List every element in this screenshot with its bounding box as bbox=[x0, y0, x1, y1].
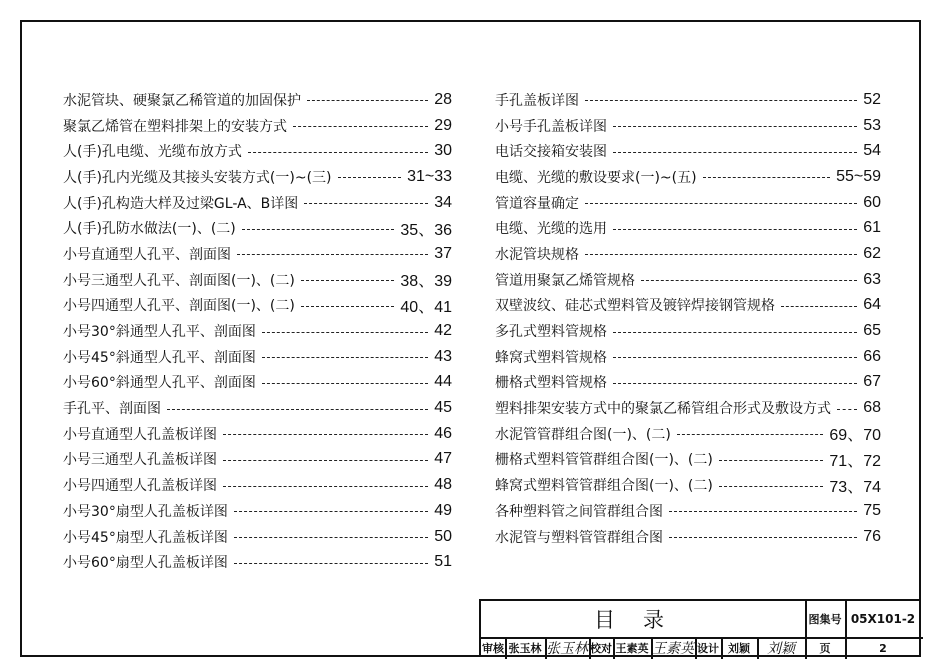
toc-entry bbox=[495, 215, 881, 241]
toc-entry bbox=[63, 344, 452, 370]
toc-entry-title: 小号直通型人孔平、剖面图 bbox=[63, 246, 231, 263]
checker-signature: 王素英 bbox=[652, 641, 694, 657]
toc-entry bbox=[495, 318, 881, 344]
toc-entry bbox=[63, 395, 452, 421]
toc-entry bbox=[63, 267, 452, 293]
toc-leader-dashes bbox=[585, 100, 857, 101]
toc-entry-title: 小号手孔盖板详图 bbox=[495, 118, 607, 135]
toc-entry-page: 40、41 bbox=[400, 298, 452, 316]
toc-entry-title: 小号45°扇型人孔盖板详图 bbox=[63, 529, 228, 546]
toc-entry bbox=[495, 472, 881, 498]
toc-leader-dashes bbox=[237, 254, 428, 255]
toc-entry-page: 54 bbox=[863, 142, 881, 160]
toc-entry bbox=[495, 190, 881, 216]
toc-entry-title: 管道容量确定 bbox=[495, 195, 579, 212]
toc-leader-dashes bbox=[613, 332, 857, 333]
reviewer-signature: 张玉林 bbox=[546, 641, 588, 657]
toc-leader-dashes bbox=[234, 537, 428, 538]
toc-entry-title: 栅格式塑料管管群组合图(一)、(二) bbox=[495, 452, 713, 469]
toc-entry bbox=[63, 318, 452, 344]
toc-entry bbox=[63, 293, 452, 319]
toc-entry-page: 49 bbox=[434, 501, 452, 519]
toc-entry-page: 55~59 bbox=[836, 167, 881, 185]
toc-entry-page: 69、70 bbox=[829, 427, 881, 445]
toc-entry-title: 小号三通型人孔平、剖面图(一)、(二) bbox=[63, 272, 295, 289]
toc-entry-title: 人(手)孔构造大样及过梁GL-A、B详图 bbox=[63, 195, 299, 212]
toc-entry-title: 电话交接箱安装图 bbox=[495, 144, 607, 161]
toc-entry-page: 51 bbox=[434, 553, 452, 571]
toc-leader-dashes bbox=[167, 409, 428, 410]
toc-entry-page: 34 bbox=[434, 193, 452, 211]
toc-entry bbox=[495, 113, 881, 139]
toc-entry bbox=[495, 293, 881, 319]
toc-entry-page: 29 bbox=[434, 116, 452, 134]
toc-leader-dashes bbox=[669, 537, 857, 538]
toc-leader-dashes bbox=[234, 511, 428, 512]
toc-entry-page: 38、39 bbox=[400, 273, 452, 291]
toc-entry-page: 63 bbox=[863, 270, 881, 288]
toc-leader-dashes bbox=[223, 486, 428, 487]
toc-entry-page: 65 bbox=[863, 322, 881, 340]
toc-leader-dashes bbox=[338, 177, 402, 178]
toc-entry-title: 手孔盖板详图 bbox=[495, 92, 579, 109]
designer-name: 刘颖 bbox=[728, 642, 750, 655]
atlas-number: 05X101-2 bbox=[850, 612, 916, 626]
toc-entry-title: 小号直通型人孔盖板详图 bbox=[63, 426, 217, 443]
toc-entry-title: 电缆、光缆的选用 bbox=[495, 221, 607, 238]
toc-entry-page: 47 bbox=[434, 450, 452, 468]
toc-leader-dashes bbox=[304, 203, 428, 204]
toc-leader-dashes bbox=[262, 357, 428, 358]
toc-entry bbox=[495, 370, 881, 396]
toc-entry-title: 小号三通型人孔盖板详图 bbox=[63, 452, 217, 469]
toc-leader-dashes bbox=[677, 434, 824, 435]
toc-entry-title: 塑料排架安装方式中的聚氯乙稀管组合形式及敷设方式 bbox=[495, 401, 831, 418]
toc-leader-dashes bbox=[248, 152, 428, 153]
toc-entry-title: 电缆、光缆的敷设要求(一)~(五) bbox=[495, 169, 697, 186]
toc-entry-title: 手孔平、剖面图 bbox=[63, 401, 161, 418]
toc-entry-page: 73、74 bbox=[829, 478, 881, 496]
toc-leader-dashes bbox=[641, 280, 857, 281]
check-label: 校对 bbox=[590, 642, 612, 655]
toc-entry-title: 小号四通型人孔平、剖面图(一)、(二) bbox=[63, 298, 295, 315]
toc-entry-title: 水泥管块、硬聚氯乙稀管道的加固保护 bbox=[63, 92, 301, 109]
toc-entry-page: 76 bbox=[863, 527, 881, 545]
toc-leader-dashes bbox=[613, 229, 857, 230]
toc-entry-title: 管道用聚氯乙烯管规格 bbox=[495, 272, 635, 289]
toc-entry bbox=[63, 421, 452, 447]
toc-entry-title: 小号45°斜通型人孔平、剖面图 bbox=[63, 349, 256, 366]
toc-entry bbox=[63, 370, 452, 396]
toc-leader-dashes bbox=[223, 434, 428, 435]
toc-entry bbox=[495, 87, 881, 113]
toc-entry-page: 48 bbox=[434, 476, 452, 494]
toc-entry-title: 蜂窝式塑料管管群组合图(一)、(二) bbox=[495, 478, 713, 495]
toc-leader-dashes bbox=[301, 306, 395, 307]
toc-entry bbox=[63, 524, 452, 550]
toc-entry-title: 小号60°斜通型人孔平、剖面图 bbox=[63, 375, 256, 392]
toc-entry bbox=[495, 395, 881, 421]
toc-entry-page: 37 bbox=[434, 244, 452, 262]
toc-entry-title: 各种塑料管之间管群组合图 bbox=[495, 503, 663, 520]
toc-entry bbox=[63, 87, 452, 113]
toc-entry bbox=[495, 447, 881, 473]
toc-entry-title: 栅格式塑料管规格 bbox=[495, 375, 607, 392]
toc-entry-title: 多孔式塑料管规格 bbox=[495, 324, 607, 341]
toc-entry-title: 水泥管块规格 bbox=[495, 246, 579, 263]
toc-leader-dashes bbox=[719, 460, 824, 461]
toc-entry-title: 小号60°扇型人孔盖板详图 bbox=[63, 555, 228, 572]
toc-entry bbox=[63, 241, 452, 267]
toc-entry-page: 45 bbox=[434, 399, 452, 417]
toc-entry bbox=[63, 215, 452, 241]
toc-entry bbox=[63, 549, 452, 575]
toc-leader-dashes bbox=[613, 383, 857, 384]
toc-entry bbox=[63, 113, 452, 139]
toc-entry bbox=[495, 344, 881, 370]
review-label: 审核 bbox=[482, 642, 504, 655]
toc-entry-page: 44 bbox=[434, 373, 452, 391]
toc-entry bbox=[495, 241, 881, 267]
toc-entry-title: 人(手)孔内光缆及其接头安装方式(一)~(三) bbox=[63, 169, 332, 186]
toc-entry bbox=[63, 138, 452, 164]
toc-leader-dashes bbox=[585, 203, 857, 204]
toc-entry bbox=[63, 447, 452, 473]
toc-entry-page: 75 bbox=[863, 501, 881, 519]
atlas-number-label: 图集号 bbox=[808, 613, 842, 626]
toc-leader-dashes bbox=[781, 306, 857, 307]
toc-leader-dashes bbox=[585, 254, 857, 255]
toc-entry-title: 小号30°扇型人孔盖板详图 bbox=[63, 503, 228, 520]
title-block-title: 目录 bbox=[594, 608, 692, 632]
toc-leader-dashes bbox=[703, 177, 830, 178]
toc-entry-title: 水泥管管群组合图(一)、(二) bbox=[495, 426, 671, 443]
toc-entry-page: 60 bbox=[863, 193, 881, 211]
toc-entry-page: 35、36 bbox=[400, 221, 452, 239]
design-label: 设计 bbox=[697, 642, 719, 655]
toc-leader-dashes bbox=[613, 126, 857, 127]
toc-leader-dashes bbox=[307, 100, 428, 101]
toc-entry-title: 人(手)孔电缆、光缆布放方式 bbox=[63, 144, 242, 161]
toc-entry bbox=[63, 472, 452, 498]
toc-left-column bbox=[63, 87, 452, 575]
designer-signature: 刘颖 bbox=[767, 641, 795, 657]
toc-entry-title: 蜂窝式塑料管规格 bbox=[495, 349, 607, 366]
toc-entry-page: 68 bbox=[863, 399, 881, 417]
toc-entry-title: 双壁波纹、硅芯式塑料管及镀锌焊接钢管规格 bbox=[495, 298, 775, 315]
toc-entry-title: 小号四通型人孔盖板详图 bbox=[63, 478, 217, 495]
toc-entry bbox=[495, 498, 881, 524]
toc-entry-page: 30 bbox=[434, 142, 452, 160]
reviewer-name: 张玉林 bbox=[508, 642, 542, 655]
toc-leader-dashes bbox=[262, 332, 428, 333]
toc-entry-title: 聚氯乙烯管在塑料排架上的安装方式 bbox=[63, 118, 287, 135]
title-block bbox=[479, 599, 921, 657]
toc-entry bbox=[495, 164, 881, 190]
toc-leader-dashes bbox=[223, 460, 428, 461]
toc-right-column bbox=[495, 87, 881, 549]
toc-leader-dashes bbox=[301, 280, 395, 281]
toc-entry bbox=[495, 524, 881, 550]
toc-entry-page: 43 bbox=[434, 347, 452, 365]
toc-entry-page: 50 bbox=[434, 527, 452, 545]
toc-leader-dashes bbox=[242, 229, 395, 230]
toc-entry bbox=[63, 190, 452, 216]
toc-entry-page: 61 bbox=[863, 219, 881, 237]
page-label: 页 bbox=[819, 642, 831, 655]
toc-leader-dashes bbox=[613, 152, 857, 153]
checker-name: 王素英 bbox=[615, 642, 649, 655]
toc-entry bbox=[495, 267, 881, 293]
toc-leader-dashes bbox=[262, 383, 428, 384]
toc-entry-page: 53 bbox=[863, 116, 881, 134]
toc-leader-dashes bbox=[613, 357, 857, 358]
toc-entry bbox=[495, 421, 881, 447]
toc-entry-page: 66 bbox=[863, 347, 881, 365]
toc-leader-dashes bbox=[234, 563, 428, 564]
page-number: 2 bbox=[879, 641, 887, 655]
toc-entry-page: 71、72 bbox=[829, 452, 881, 470]
toc-entry-page: 62 bbox=[863, 244, 881, 262]
toc-leader-dashes bbox=[719, 486, 824, 487]
toc-entry-page: 52 bbox=[863, 90, 881, 108]
toc-entry-page: 31~33 bbox=[407, 167, 452, 185]
toc-entry bbox=[63, 498, 452, 524]
toc-leader-dashes bbox=[837, 409, 857, 410]
toc-leader-dashes bbox=[293, 126, 428, 127]
toc-entry-title: 水泥管与塑料管管群组合图 bbox=[495, 529, 663, 546]
toc-entry-page: 64 bbox=[863, 296, 881, 314]
toc-entry-page: 28 bbox=[434, 90, 452, 108]
toc-leader-dashes bbox=[669, 511, 857, 512]
toc-entry-page: 67 bbox=[863, 373, 881, 391]
toc-entry-page: 42 bbox=[434, 322, 452, 340]
toc-entry-page: 46 bbox=[434, 424, 452, 442]
toc-entry bbox=[63, 164, 452, 190]
toc-entry-title: 人(手)孔防水做法(一)、(二) bbox=[63, 221, 236, 238]
toc-entry bbox=[495, 138, 881, 164]
toc-entry-title: 小号30°斜通型人孔平、剖面图 bbox=[63, 324, 256, 341]
